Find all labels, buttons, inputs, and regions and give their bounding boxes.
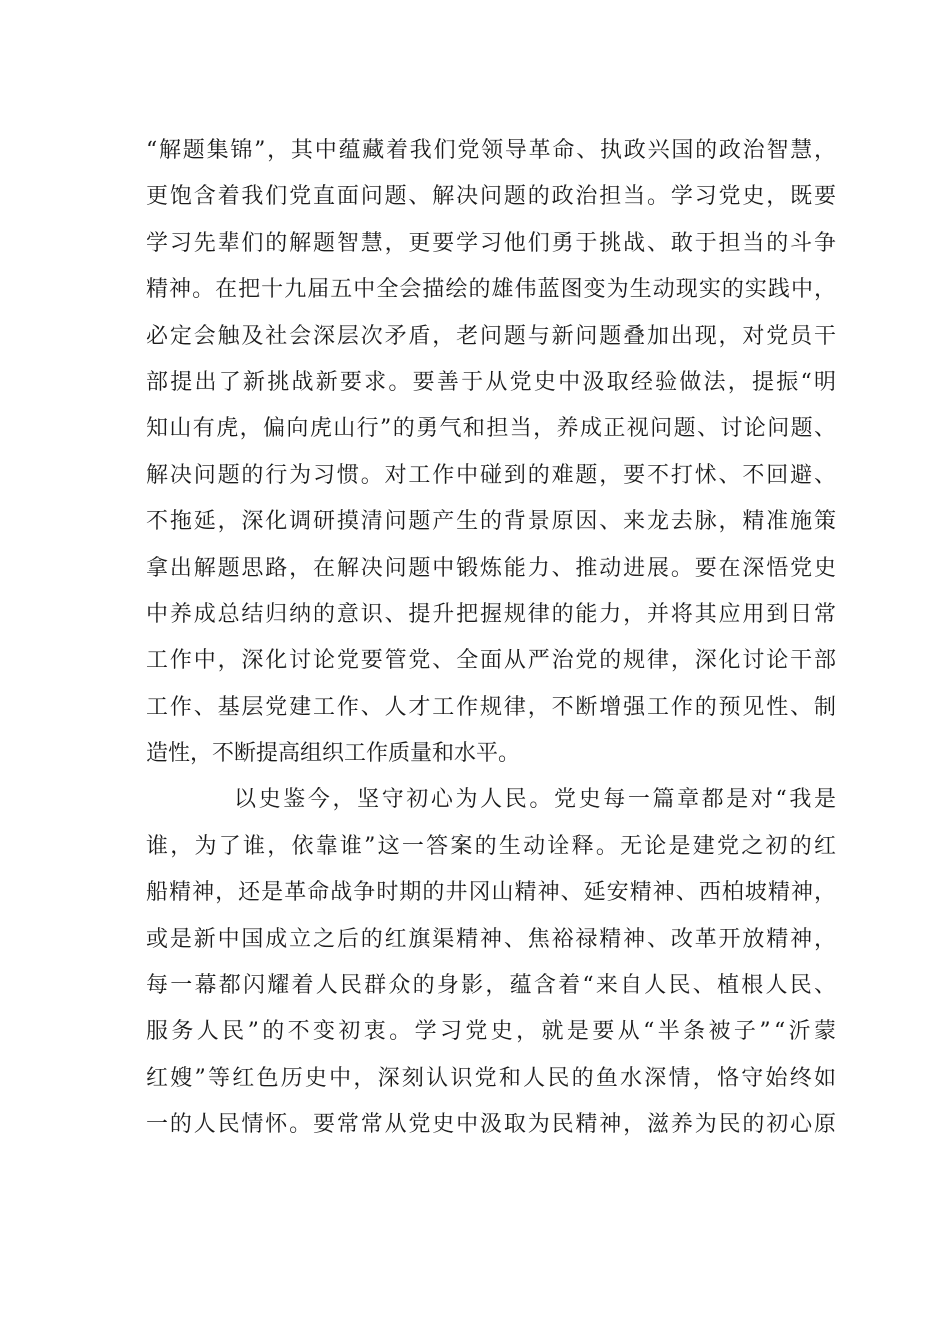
text-line: 服务人民”的不变初衷。学习党史，就是要从“半条被子”“沂蒙 bbox=[146, 1019, 840, 1045]
text-line: 不拖延，深化调研摸清问题产生的背景原因、来龙去脉，精准施策 bbox=[146, 509, 838, 535]
text-line: 解决问题的行为习惯。对工作中碰到的难题，要不打怵、不回避、 bbox=[146, 462, 838, 488]
text-line: 每一幕都闪耀着人民群众的身影，蕴含着“来自人民、植根人民、 bbox=[146, 973, 839, 999]
text-line: 造性，不断提高组织工作质量和水平。 bbox=[146, 741, 521, 767]
text-line: 精神。在把十九届五中全会描绘的雄伟蓝图变为生动现实的实践中， bbox=[146, 277, 838, 303]
paragraph-2 bbox=[146, 777, 840, 1148]
text-line: 中养成总结归纳的意识、提升把握规律的能力，并将其应用到日常 bbox=[146, 601, 838, 627]
text-line: 红嫂”等红色历史中，深刻认识党和人民的鱼水深情，恪守始终如 bbox=[146, 1065, 839, 1091]
text-line: 谁，为了谁，依靠谁”这一答案的生动诠释。无论是建党之初的红 bbox=[146, 833, 839, 859]
text-line: 知山有虎，偏向虎山行”的勇气和担当，养成正视问题、讨论问题、 bbox=[146, 416, 838, 442]
text-line: 更饱含着我们党直面问题、解决问题的政治担当。学习党史，既要 bbox=[146, 184, 838, 210]
text-line: 工作、基层党建工作、人才工作规律，不断增强工作的预见性、制 bbox=[146, 694, 838, 720]
text-line: “解题集锦”，其中蕴藏着我们党领导革命、执政兴国的政治智慧， bbox=[146, 138, 838, 163]
text-line: 部提出了新挑战新要求。要善于从党史中汲取经验做法，提振“明 bbox=[146, 369, 839, 395]
document-body bbox=[146, 128, 840, 1149]
text-line: 拿出解题思路，在解决问题中锻炼能力、推动进展。要在深悟党史 bbox=[146, 555, 838, 581]
text-line: 一的人民情怀。要常常从党史中汲取为民精神，滋养为民的初心原 bbox=[146, 1112, 838, 1138]
text-line: 工作中，深化讨论党要管党、全面从严治党的规律，深化讨论干部 bbox=[146, 648, 838, 674]
paragraph-1 bbox=[146, 128, 839, 777]
text-line: 学习先辈们的解题智慧，更要学习他们勇于挑战、敢于担当的斗争 bbox=[146, 230, 838, 256]
text-line: 船精神，还是革命战争时期的井冈山精神、延安精神、西柏坡精神， bbox=[146, 880, 838, 906]
text-line: 必定会触及社会深层次矛盾，老问题与新问题叠加出现，对党员干 bbox=[146, 323, 838, 349]
text-line: 以史鉴今，坚守初心为人民。党史每一篇章都是对“我是 bbox=[234, 787, 839, 813]
text-line: 或是新中国成立之后的红旗渠精神、焦裕禄精神、改革开放精神， bbox=[146, 926, 838, 952]
